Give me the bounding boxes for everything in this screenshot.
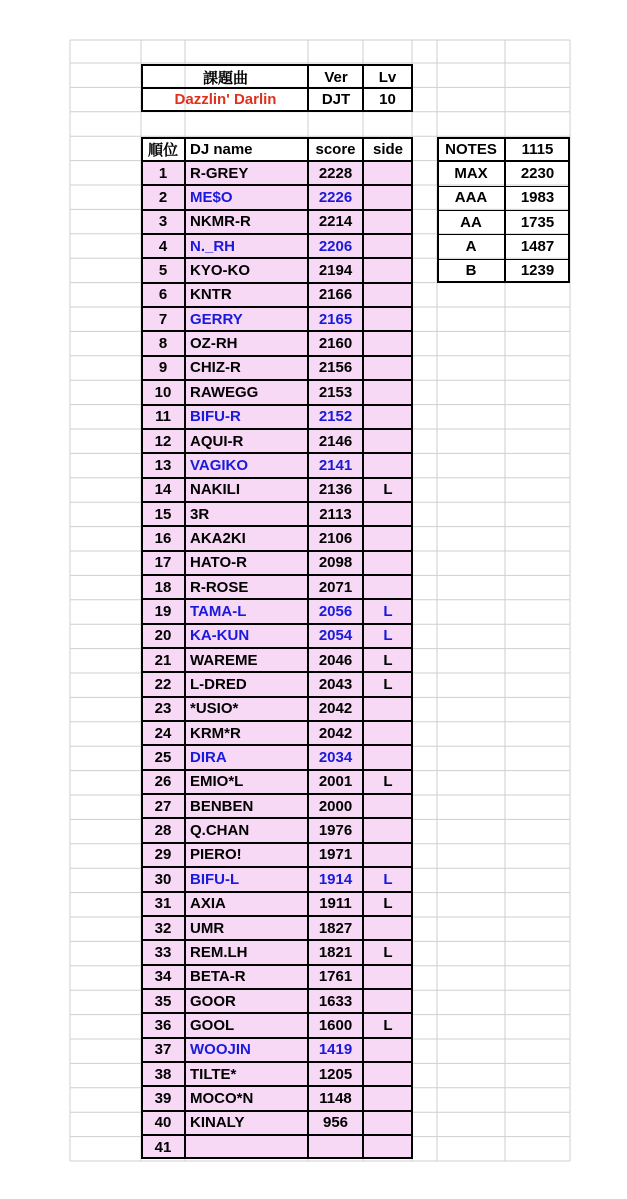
ranking-row-rank: 1 xyxy=(158,164,168,182)
ranking-row-score: 1148 xyxy=(319,1089,352,1107)
ranking-row-side xyxy=(363,453,413,477)
ranking-row-score: 2043 xyxy=(318,676,353,694)
grade-label: MAX xyxy=(454,164,488,182)
ranking-row-score: 2042 xyxy=(318,724,353,742)
ranking-row-dj: BIFU-L xyxy=(190,870,240,888)
grade-label: NOTES xyxy=(445,140,497,158)
ranking-row-rank: 7 xyxy=(158,310,168,328)
ranking-row-dj: OZ-RH xyxy=(190,335,238,353)
ranking-row-side xyxy=(363,1135,413,1159)
ranking-row-score: 1419 xyxy=(318,1041,353,1059)
ranking-row-score: 2000 xyxy=(318,797,353,815)
ranking-row-rank: 8 xyxy=(158,335,168,353)
song-header: 課題曲 xyxy=(202,69,248,87)
ranking-row-side xyxy=(363,1038,413,1062)
ranking-row-score: 2228 xyxy=(318,164,353,182)
ranking-row-side: L xyxy=(383,651,393,669)
ranking-row-score: 2042 xyxy=(318,700,353,718)
ranking-row-side xyxy=(363,818,413,842)
lv-header: Lv xyxy=(378,68,397,86)
ranking-row-dj: TAMA-L xyxy=(190,602,247,620)
ranking-row-side xyxy=(363,185,413,209)
ranking-header-rank: 順位 xyxy=(147,141,178,159)
ranking-row-side xyxy=(363,745,413,769)
ranking-row-score xyxy=(308,1135,363,1159)
ranking-row-score: 2194 xyxy=(318,262,353,280)
ranking-row-rank: 34 xyxy=(154,968,172,986)
ranking-row-dj: BIFU-R xyxy=(190,408,241,426)
ranking-row-dj: BETA-R xyxy=(190,968,246,986)
ranking-row-dj: NKMR-R xyxy=(190,213,251,231)
ranking-row-dj: *USIO* xyxy=(190,700,239,718)
grade-value: 1983 xyxy=(520,189,555,207)
ranking-row-dj: KA-KUN xyxy=(190,627,250,645)
ranking-row-side: L xyxy=(383,1016,393,1034)
ranking-row-dj: TILTE* xyxy=(190,1065,237,1083)
ranking-row-dj: AKA2KI xyxy=(190,529,246,547)
ranking-row-rank: 36 xyxy=(154,1016,172,1034)
ranking-row-rank: 25 xyxy=(154,749,172,767)
ranking-row-dj: NAKILI xyxy=(190,481,240,499)
title-col-line xyxy=(362,64,364,112)
grade-label: A xyxy=(465,237,477,255)
title-col-line xyxy=(307,64,309,112)
ranking-header-dj: DJ name xyxy=(190,140,253,158)
ranking-header-side: side xyxy=(372,140,403,158)
ranking-row-dj: GOOR xyxy=(190,992,236,1010)
ranking-row-side xyxy=(363,429,413,453)
ranking-header-score: score xyxy=(315,140,356,158)
ranking-row-dj: RAWEGG xyxy=(190,383,259,401)
grade-value: 1115 xyxy=(521,140,554,158)
ranking-row-side: L xyxy=(383,870,393,888)
ranking-row-score: 2034 xyxy=(318,749,353,767)
ranking-row-rank: 39 xyxy=(154,1089,172,1107)
ranking-row-rank: 3 xyxy=(158,213,168,231)
ranking-row-rank: 13 xyxy=(154,456,172,474)
ranking-row-side: L xyxy=(383,943,393,961)
ranking-row-rank: 9 xyxy=(158,359,168,377)
ranking-row-rank: 31 xyxy=(154,895,172,913)
ranking-row-side xyxy=(363,356,413,380)
ranking-row-rank: 14 xyxy=(154,481,172,499)
ranking-row-side xyxy=(363,331,413,355)
ranking-row-side xyxy=(363,502,413,526)
ranking-row-dj: DIRA xyxy=(190,749,227,767)
ranking-row-score: 2141 xyxy=(318,456,353,474)
ranking-row-side xyxy=(363,234,413,258)
ranking-row-score: 956 xyxy=(322,1114,349,1132)
song-title: Dazzlin' Darlin xyxy=(174,90,277,108)
ranking-row-dj: GERRY xyxy=(190,310,243,328)
ranking-row-side: L xyxy=(383,676,393,694)
ranking-row-rank: 29 xyxy=(154,846,172,864)
ranking-row-dj: R-GREY xyxy=(190,164,249,182)
ranking-row-score: 2206 xyxy=(318,237,353,255)
ranking-row-dj: MOCO*N xyxy=(190,1089,254,1107)
ranking-row-dj: REM.LH xyxy=(190,943,248,961)
ranking-row-side: L xyxy=(383,481,393,499)
ranking-row-score: 1205 xyxy=(318,1065,353,1083)
ranking-row-rank: 37 xyxy=(154,1041,172,1059)
ranking-row-side xyxy=(363,989,413,1013)
ranking-row-score: 1600 xyxy=(318,1016,353,1034)
ranking-row-dj: KNTR xyxy=(190,286,232,304)
ranking-row-dj: UMR xyxy=(190,919,225,937)
ranking-row-rank: 33 xyxy=(154,943,172,961)
ranking-row-dj xyxy=(185,1135,308,1159)
ranking-row-score: 2136 xyxy=(318,481,353,499)
ranking-row-score: 2152 xyxy=(318,408,353,426)
grade-label: AAA xyxy=(454,189,488,207)
song-lv: 10 xyxy=(379,90,396,108)
ranking-row-side xyxy=(363,405,413,429)
ranking-row-score: 1971 xyxy=(318,846,353,864)
ranking-row-dj: AQUI-R xyxy=(190,432,244,450)
ranking-row-dj: GOOL xyxy=(190,1016,235,1034)
ranking-row-side xyxy=(363,794,413,818)
ranking-row-rank: 11 xyxy=(155,408,171,426)
ranking-row-score: 2056 xyxy=(318,602,353,620)
ranking-row-side xyxy=(363,1111,413,1135)
ranking-row-side xyxy=(363,575,413,599)
ranking-row-score: 2113 xyxy=(319,505,352,523)
ranking-row-dj: WAREME xyxy=(190,651,258,669)
ranking-row-dj: L-DRED xyxy=(190,676,247,694)
ranking-row-rank: 27 xyxy=(154,797,172,815)
ranking-row-side xyxy=(363,965,413,989)
ranking-row-score: 2156 xyxy=(318,359,353,377)
ranking-row-dj: KRM*R xyxy=(190,724,241,742)
ranking-row-dj: 3R xyxy=(190,505,210,523)
ranking-row-rank: 41 xyxy=(154,1138,172,1156)
ranking-row-rank: 23 xyxy=(154,700,172,718)
ranking-row-side xyxy=(363,551,413,575)
ranking-row-side: L xyxy=(383,627,393,645)
ranking-row-side xyxy=(363,526,413,550)
ranking-row-rank: 20 xyxy=(154,627,172,645)
ranking-row-dj: Q.CHAN xyxy=(190,822,250,840)
ranking-row-side xyxy=(363,283,413,307)
ranking-row-score: 2071 xyxy=(318,578,353,596)
ranking-row-rank: 26 xyxy=(154,773,172,791)
ranking-row-score: 2098 xyxy=(318,554,353,572)
ranking-row-score: 1761 xyxy=(318,968,353,986)
ranking-row-rank: 2 xyxy=(158,189,168,207)
ranking-row-rank: 10 xyxy=(154,383,172,401)
grade-value: 1735 xyxy=(520,213,555,231)
ranking-row-side xyxy=(363,161,413,185)
grade-label: AA xyxy=(460,213,482,231)
ranking-row-side xyxy=(363,210,413,234)
ranking-row-score: 1911 xyxy=(319,895,352,913)
grade-value: 1487 xyxy=(520,237,555,255)
ranking-row-dj: EMIO*L xyxy=(190,773,244,791)
ranking-row-rank: 5 xyxy=(158,262,168,280)
ranking-row-rank: 16 xyxy=(154,529,172,547)
ranking-row-dj: N._RH xyxy=(190,237,236,255)
ranking-row-score: 2106 xyxy=(318,529,353,547)
ranking-row-rank: 40 xyxy=(154,1114,172,1132)
ranking-row-rank: 24 xyxy=(154,724,172,742)
song-ver: DJT xyxy=(321,90,351,108)
ranking-row-side: L xyxy=(383,895,393,913)
ranking-row-side xyxy=(363,843,413,867)
ranking-row-dj: VAGIKO xyxy=(190,456,249,474)
ranking-row-dj: BENBEN xyxy=(190,797,254,815)
ranking-row-dj: KYO-KO xyxy=(190,262,250,280)
ranking-row-score: 2001 xyxy=(318,773,353,791)
ranking-row-score: 2054 xyxy=(318,627,353,645)
ranking-row-rank: 30 xyxy=(154,870,172,888)
ver-header: Ver xyxy=(324,68,348,86)
ranking-row-rank: 19 xyxy=(154,602,172,620)
ranking-row-dj: WOOJIN xyxy=(190,1041,251,1059)
grade-value: 1239 xyxy=(520,262,555,280)
ranking-row-score: 1827 xyxy=(318,919,353,937)
ranking-row-rank: 4 xyxy=(158,237,168,255)
ranking-row-dj: R-ROSE xyxy=(190,578,249,596)
ranking-row-rank: 15 xyxy=(154,505,172,523)
ranking-row-rank: 22 xyxy=(154,676,172,694)
ranking-row-dj: PIERO! xyxy=(190,846,242,864)
ranking-row-side xyxy=(363,1062,413,1086)
ranking-row-score: 1914 xyxy=(318,870,353,888)
ranking-row-score: 2153 xyxy=(318,383,353,401)
ranking-row-side: L xyxy=(383,773,393,791)
ranking-row-score: 1821 xyxy=(318,943,353,961)
ranking-row-dj: KINALY xyxy=(190,1114,245,1132)
title-divider xyxy=(141,87,413,89)
ranking-row-rank: 6 xyxy=(158,286,168,304)
ranking-row-side xyxy=(363,916,413,940)
ranking-row-rank: 32 xyxy=(154,919,172,937)
ranking-row-score: 2166 xyxy=(318,286,353,304)
ranking-row-rank: 38 xyxy=(154,1065,172,1083)
ranking-row-rank: 17 xyxy=(154,554,172,572)
ranking-row-rank: 12 xyxy=(154,432,172,450)
ranking-row-rank: 35 xyxy=(154,992,172,1010)
ranking-row-rank: 18 xyxy=(154,578,172,596)
ranking-row-score: 1976 xyxy=(318,822,353,840)
ranking-row-side xyxy=(363,258,413,282)
grade-value: 2230 xyxy=(520,164,555,182)
grade-label: B xyxy=(465,262,477,280)
ranking-row-score: 1633 xyxy=(318,992,353,1010)
ranking-row-side xyxy=(363,1086,413,1110)
ranking-row-dj: AXIA xyxy=(190,895,226,913)
ranking-row-side xyxy=(363,697,413,721)
ranking-row-side xyxy=(363,380,413,404)
ranking-row-rank: 21 xyxy=(154,651,172,669)
ranking-row-side xyxy=(363,721,413,745)
ranking-row-score: 2046 xyxy=(318,651,353,669)
ranking-row-dj: HATO-R xyxy=(190,554,247,572)
ranking-row-score: 2214 xyxy=(318,213,353,231)
ranking-row-score: 2146 xyxy=(318,432,353,450)
ranking-row-side xyxy=(363,307,413,331)
ranking-row-rank: 28 xyxy=(154,822,172,840)
ranking-row-score: 2160 xyxy=(318,335,353,353)
ranking-row-score: 2165 xyxy=(318,310,353,328)
ranking-row-side: L xyxy=(383,602,393,620)
ranking-row-dj: ME$O xyxy=(190,189,233,207)
ranking-row-score: 2226 xyxy=(318,189,353,207)
ranking-row-dj: CHIZ-R xyxy=(190,359,241,377)
